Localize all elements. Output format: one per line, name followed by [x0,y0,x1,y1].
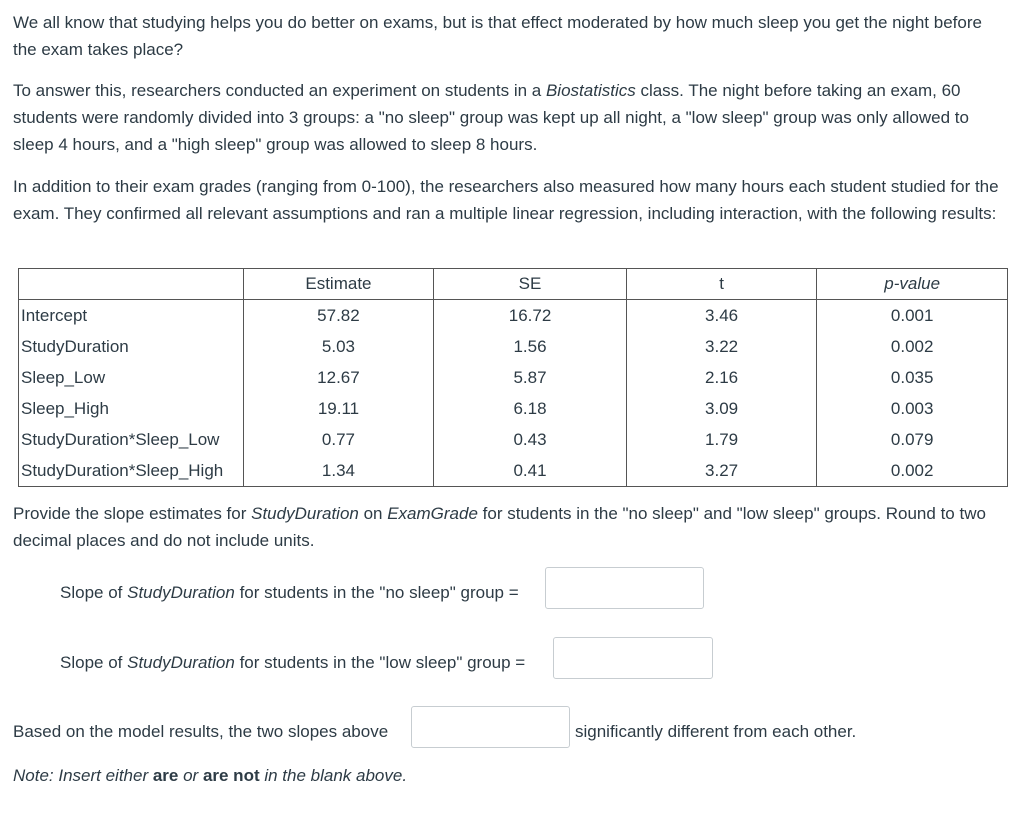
row-t: 3.27 [626,455,817,487]
row-t: 3.22 [626,331,817,362]
q1-text-a: Slope of [60,583,128,602]
row-p: 0.079 [817,424,1008,455]
row-estimate: 57.82 [243,300,434,332]
question-no-sleep-slope [60,578,519,608]
intro-paragraph-1: We all know that studying helps you do better on exams, but is that effect moderated by how much sleep you get the night before the exam takes place? [13,13,982,59]
header-t: t [626,269,817,300]
row-t: 3.46 [626,300,817,332]
row-p: 0.001 [817,300,1008,332]
row-term: Intercept [19,300,244,332]
prompt-text-a: Provide the slope estimates for [13,504,252,523]
q2-var: StudyDuration [127,653,235,672]
q1-var: StudyDuration [127,583,235,602]
note-are-not: are not [202,766,260,785]
note-text [13,761,407,791]
regression-table [18,268,1008,487]
row-p: 0.035 [817,362,1008,393]
table-row [19,300,1008,332]
table-row [19,362,1008,393]
intro-paragraph-2 [13,77,1008,158]
note-or: or [178,766,203,785]
prompt-text-b: on [358,504,388,523]
row-se: 16.72 [434,300,627,332]
row-term: StudyDuration*Sleep_Low [19,424,244,455]
low-sleep-slope-input[interactable] [553,637,713,679]
significance-input[interactable] [411,706,570,748]
header-se: SE [434,269,627,300]
row-estimate: 0.77 [243,424,434,455]
prompt-paragraph [13,500,1008,554]
prompt-text-c: for students in the "no sleep" and "low sleep" groups. Round to two decimal places and do not include units. [13,504,986,550]
row-se: 5.87 [434,362,627,393]
row-term: StudyDuration*Sleep_High [19,455,244,487]
row-t: 2.16 [626,362,817,393]
row-p: 0.002 [817,455,1008,487]
significance-text-after: significantly different from each other. [575,722,857,741]
note-are: are [152,766,179,785]
q2-text-a: Slope of [60,653,128,672]
row-estimate: 12.67 [243,362,434,393]
q1-text-b: for students in the "no sleep" group = [234,583,519,602]
row-se: 0.43 [434,424,627,455]
table-header-row [19,269,1008,300]
row-p: 0.003 [817,393,1008,424]
row-estimate: 1.34 [243,455,434,487]
header-estimate: Estimate [243,269,434,300]
var-exam-grade: ExamGrade [387,504,478,523]
row-se: 0.41 [434,455,627,487]
intro-p2-text-a: To answer this, researchers conducted an experiment on students in a [13,81,546,100]
table-row [19,331,1008,362]
course-name: Biostatistics [545,81,636,100]
row-term: StudyDuration [19,331,244,362]
row-t: 3.09 [626,393,817,424]
intro-paragraph-3: In addition to their exam grades (ranging from 0-100), the researchers also measured how many hours each student studied for the exam. They confirmed all relevant assumptions and ran a multiple linear regression, including interaction, with the following results: [13,177,999,223]
row-estimate: 19.11 [243,393,434,424]
table-row [19,424,1008,455]
intro-p2-text-b: class. The night before taking an exam, 60 students were randomly divided into 3 groups: a "no sleep" group was kept up all night, a "low sleep" group was only allowed to sleep 4 hours, and a "high sleep" group was allowed to sleep 8 hours. [13,81,969,154]
row-se: 1.56 [434,331,627,362]
header-blank [19,269,244,300]
q2-text-b: for students in the "low sleep" group = [234,653,526,672]
row-term: Sleep_Low [19,362,244,393]
row-se: 6.18 [434,393,627,424]
question-low-sleep-slope [60,648,525,678]
row-t: 1.79 [626,424,817,455]
var-study-duration: StudyDuration [251,504,359,523]
note-text-a: Note: Insert either [13,766,153,785]
note-text-b: in the blank above. [259,766,408,785]
table-row [19,455,1008,487]
row-estimate: 5.03 [243,331,434,362]
header-p-value: p-value [817,269,1008,300]
no-sleep-slope-input[interactable] [545,567,704,609]
significance-text-before: Based on the model results, the two slopes above [13,722,389,741]
row-term: Sleep_High [19,393,244,424]
row-p: 0.002 [817,331,1008,362]
table-row [19,393,1008,424]
